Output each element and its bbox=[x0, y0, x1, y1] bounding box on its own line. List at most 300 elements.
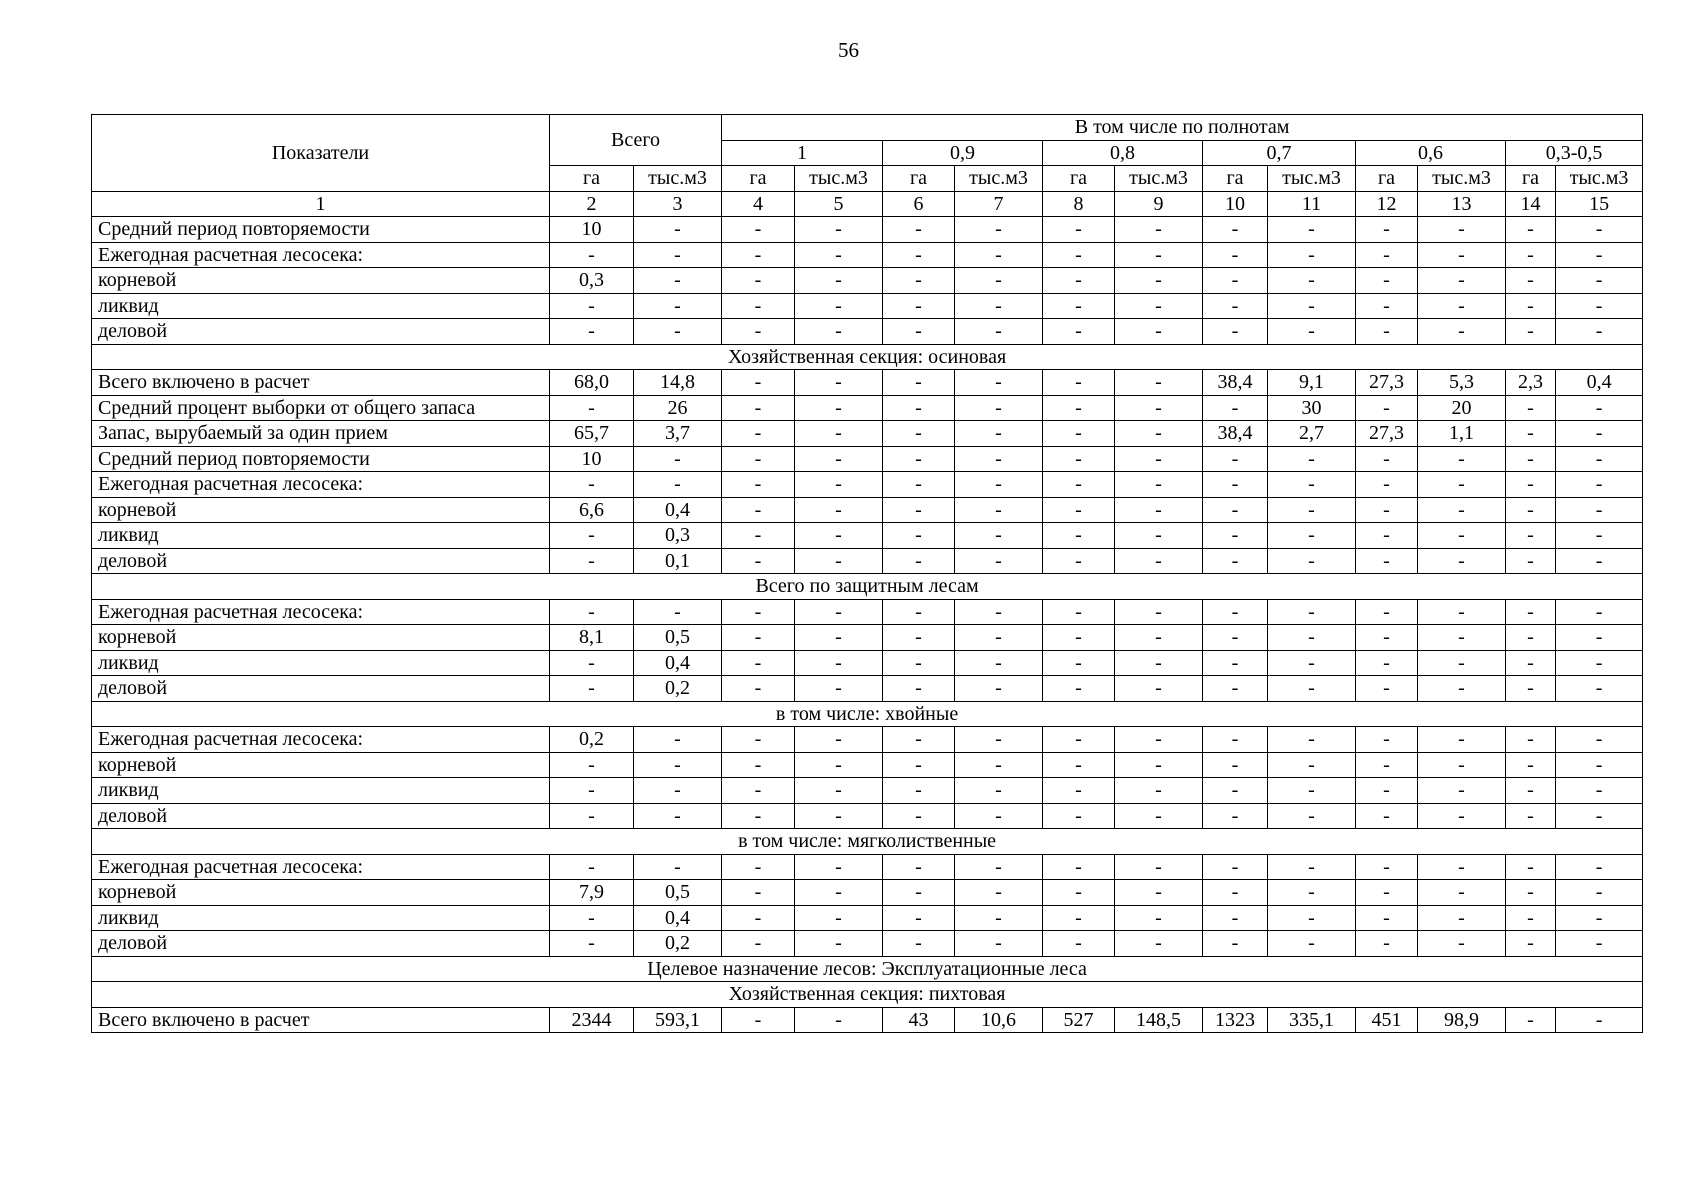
unit-header: га bbox=[1043, 166, 1115, 192]
table-cell: 98,9 bbox=[1418, 1007, 1506, 1033]
table-cell: - bbox=[955, 676, 1043, 702]
table-cell: - bbox=[634, 752, 722, 778]
table-cell: - bbox=[722, 370, 795, 396]
table-row bbox=[92, 650, 1643, 676]
table-cell: - bbox=[1556, 676, 1643, 702]
table-cell: - bbox=[883, 293, 955, 319]
table-cell: - bbox=[955, 752, 1043, 778]
table-cell: - bbox=[1115, 905, 1203, 931]
row-label: ликвид bbox=[92, 905, 550, 931]
table-cell: - bbox=[1556, 319, 1643, 345]
table-cell: - bbox=[795, 599, 883, 625]
table-cell: - bbox=[1506, 931, 1556, 957]
table-cell: 0,4 bbox=[634, 497, 722, 523]
table-cell: - bbox=[722, 497, 795, 523]
unit-header: тыс.м3 bbox=[955, 166, 1043, 192]
table-cell: - bbox=[1418, 497, 1506, 523]
table-cell: - bbox=[883, 497, 955, 523]
table-cell: - bbox=[1043, 472, 1115, 498]
table-cell: - bbox=[1043, 446, 1115, 472]
table-cell: - bbox=[1556, 268, 1643, 294]
column-number: 5 bbox=[795, 191, 883, 217]
table-cell: - bbox=[1418, 650, 1506, 676]
table-cell: - bbox=[722, 242, 795, 268]
table-cell: - bbox=[1556, 880, 1643, 906]
table-cell: - bbox=[722, 319, 795, 345]
table-cell: - bbox=[1268, 268, 1356, 294]
table-cell: - bbox=[550, 319, 634, 345]
table-cell: - bbox=[955, 727, 1043, 753]
table-cell: - bbox=[1115, 931, 1203, 957]
table-cell: - bbox=[1115, 727, 1203, 753]
table-cell: - bbox=[883, 778, 955, 804]
table-cell: - bbox=[1268, 242, 1356, 268]
table-row bbox=[92, 854, 1643, 880]
table-cell: - bbox=[1418, 242, 1506, 268]
table-cell: - bbox=[1356, 395, 1418, 421]
row-label: Средний процент выборки от общего запаса bbox=[92, 395, 550, 421]
table-cell: - bbox=[1115, 472, 1203, 498]
table-cell: - bbox=[1556, 905, 1643, 931]
table-cell: - bbox=[1556, 1007, 1643, 1033]
column-number: 9 bbox=[1115, 191, 1203, 217]
table-cell: - bbox=[1115, 293, 1203, 319]
table-cell: 7,9 bbox=[550, 880, 634, 906]
table-cell: - bbox=[1356, 752, 1418, 778]
table-cell: - bbox=[1268, 778, 1356, 804]
section-title: Хозяйственная секция: осиновая bbox=[92, 344, 1643, 370]
table-cell: 38,4 bbox=[1203, 421, 1268, 447]
table-cell: - bbox=[634, 446, 722, 472]
unit-header: тыс.м3 bbox=[1268, 166, 1356, 192]
table-row bbox=[92, 1007, 1643, 1033]
table-row bbox=[92, 803, 1643, 829]
table-cell: - bbox=[1115, 242, 1203, 268]
table-cell: - bbox=[1418, 676, 1506, 702]
table-cell: - bbox=[634, 778, 722, 804]
table-cell: - bbox=[1356, 217, 1418, 243]
table-cell: - bbox=[955, 650, 1043, 676]
unit-header: тыс.м3 bbox=[795, 166, 883, 192]
table-cell: - bbox=[795, 548, 883, 574]
table-cell: - bbox=[955, 880, 1043, 906]
table-cell: - bbox=[1506, 293, 1556, 319]
table-cell: - bbox=[1115, 497, 1203, 523]
table-cell: - bbox=[722, 1007, 795, 1033]
table-row bbox=[92, 446, 1643, 472]
column-number: 15 bbox=[1556, 191, 1643, 217]
table-cell: 26 bbox=[634, 395, 722, 421]
table-row bbox=[92, 625, 1643, 651]
table-cell: - bbox=[1506, 497, 1556, 523]
table-cell: - bbox=[550, 931, 634, 957]
table-cell: - bbox=[1268, 854, 1356, 880]
table-cell: - bbox=[1268, 803, 1356, 829]
table-cell: 10 bbox=[550, 217, 634, 243]
table-cell: 6,6 bbox=[550, 497, 634, 523]
table-cell: - bbox=[955, 217, 1043, 243]
table-cell: - bbox=[1418, 293, 1506, 319]
table-cell: - bbox=[634, 803, 722, 829]
table-cell: - bbox=[634, 268, 722, 294]
table-cell: - bbox=[1115, 752, 1203, 778]
table-cell: - bbox=[1506, 523, 1556, 549]
table-cell: 43 bbox=[883, 1007, 955, 1033]
table-cell: - bbox=[1506, 854, 1556, 880]
table-cell: 20 bbox=[1418, 395, 1506, 421]
table-cell: - bbox=[1418, 803, 1506, 829]
table-cell: - bbox=[955, 242, 1043, 268]
section-row bbox=[92, 344, 1643, 370]
table-cell: - bbox=[883, 421, 955, 447]
table-cell: - bbox=[722, 880, 795, 906]
table-cell: - bbox=[1356, 446, 1418, 472]
table-cell: - bbox=[1203, 676, 1268, 702]
table-cell: - bbox=[1043, 293, 1115, 319]
unit-header: тыс.м3 bbox=[634, 166, 722, 192]
table-cell: - bbox=[1506, 650, 1556, 676]
table-cell: - bbox=[1418, 548, 1506, 574]
table-row bbox=[92, 905, 1643, 931]
table-cell: - bbox=[1506, 676, 1556, 702]
table-cell: - bbox=[550, 242, 634, 268]
table-cell: - bbox=[795, 650, 883, 676]
table-cell: - bbox=[722, 446, 795, 472]
table-cell: - bbox=[1418, 472, 1506, 498]
table-cell: 14,8 bbox=[634, 370, 722, 396]
row-label: Средний период повторяемости bbox=[92, 446, 550, 472]
table-cell: - bbox=[955, 854, 1043, 880]
table-cell: - bbox=[634, 319, 722, 345]
table-cell: 0,3 bbox=[550, 268, 634, 294]
table-cell: - bbox=[955, 497, 1043, 523]
table-cell: - bbox=[955, 319, 1043, 345]
table-cell: - bbox=[722, 217, 795, 243]
table-cell: - bbox=[883, 548, 955, 574]
table-row bbox=[92, 370, 1643, 396]
table-cell: 1,1 bbox=[1418, 421, 1506, 447]
table-cell: 1323 bbox=[1203, 1007, 1268, 1033]
unit-header: тыс.м3 bbox=[1418, 166, 1506, 192]
table-cell: 0,2 bbox=[634, 676, 722, 702]
table-cell: - bbox=[1506, 548, 1556, 574]
table-cell: - bbox=[1115, 650, 1203, 676]
column-number: 11 bbox=[1268, 191, 1356, 217]
table-cell: - bbox=[1418, 523, 1506, 549]
table-cell: - bbox=[1506, 242, 1556, 268]
column-number: 4 bbox=[722, 191, 795, 217]
table-row bbox=[92, 931, 1643, 957]
column-number: 7 bbox=[955, 191, 1043, 217]
section-row bbox=[92, 574, 1643, 600]
table-cell: - bbox=[1043, 548, 1115, 574]
table-cell: - bbox=[1115, 676, 1203, 702]
table-cell: - bbox=[883, 854, 955, 880]
row-label: корневой bbox=[92, 268, 550, 294]
table-cell: - bbox=[795, 395, 883, 421]
row-label: Ежегодная расчетная лесосека: bbox=[92, 599, 550, 625]
row-label: Ежегодная расчетная лесосека: bbox=[92, 727, 550, 753]
table-cell: - bbox=[883, 370, 955, 396]
table-cell: - bbox=[722, 548, 795, 574]
table-cell: - bbox=[795, 803, 883, 829]
table-cell: - bbox=[1115, 523, 1203, 549]
table-cell: - bbox=[1268, 472, 1356, 498]
density-header: 0,3-0,5 bbox=[1506, 140, 1643, 166]
table-cell: 0,5 bbox=[634, 625, 722, 651]
table-cell: - bbox=[1268, 446, 1356, 472]
table-cell: - bbox=[883, 268, 955, 294]
table-cell: - bbox=[955, 395, 1043, 421]
table-cell: - bbox=[1268, 752, 1356, 778]
table-cell: - bbox=[1203, 727, 1268, 753]
table-cell: - bbox=[550, 752, 634, 778]
table-cell: - bbox=[955, 625, 1043, 651]
table-cell: - bbox=[883, 752, 955, 778]
table-cell: - bbox=[1043, 599, 1115, 625]
table-cell: - bbox=[1556, 395, 1643, 421]
table-header bbox=[92, 115, 1643, 217]
table-cell: 5,3 bbox=[1418, 370, 1506, 396]
table-cell: - bbox=[1203, 319, 1268, 345]
table-cell: - bbox=[1203, 905, 1268, 931]
table-cell: - bbox=[1203, 599, 1268, 625]
table-cell: 0,3 bbox=[634, 523, 722, 549]
table-cell: - bbox=[1268, 497, 1356, 523]
table-row bbox=[92, 778, 1643, 804]
table-cell: - bbox=[1356, 854, 1418, 880]
table-cell: - bbox=[1268, 905, 1356, 931]
row-label: Средний период повторяемости bbox=[92, 217, 550, 243]
table-cell: - bbox=[1115, 370, 1203, 396]
row-label: Всего включено в расчет bbox=[92, 370, 550, 396]
table-cell: - bbox=[1043, 625, 1115, 651]
table-cell: - bbox=[1043, 880, 1115, 906]
table-cell: - bbox=[550, 523, 634, 549]
table-cell: - bbox=[1043, 395, 1115, 421]
density-header: 0,8 bbox=[1043, 140, 1203, 166]
table-cell: - bbox=[550, 472, 634, 498]
table-cell: 9,1 bbox=[1268, 370, 1356, 396]
table-row bbox=[92, 268, 1643, 294]
table-cell: - bbox=[883, 599, 955, 625]
table-cell: - bbox=[883, 217, 955, 243]
table-cell: - bbox=[1556, 446, 1643, 472]
unit-header: га bbox=[1356, 166, 1418, 192]
table-cell: - bbox=[1203, 497, 1268, 523]
table-cell: - bbox=[1556, 650, 1643, 676]
table-cell: - bbox=[634, 472, 722, 498]
table-row bbox=[92, 217, 1643, 243]
table-cell: - bbox=[883, 472, 955, 498]
table-cell: - bbox=[550, 803, 634, 829]
table-cell: 30 bbox=[1268, 395, 1356, 421]
table-cell: - bbox=[1506, 752, 1556, 778]
table-cell: - bbox=[1203, 217, 1268, 243]
table-cell: - bbox=[955, 523, 1043, 549]
table-cell: - bbox=[1506, 599, 1556, 625]
table-cell: - bbox=[1506, 395, 1556, 421]
table-cell: - bbox=[883, 319, 955, 345]
column-number: 1 bbox=[92, 191, 550, 217]
table-cell: - bbox=[722, 650, 795, 676]
table-cell: 0,2 bbox=[634, 931, 722, 957]
table-cell: - bbox=[1506, 880, 1556, 906]
table-cell: - bbox=[1506, 421, 1556, 447]
table-cell: - bbox=[1268, 599, 1356, 625]
table-cell: - bbox=[1506, 472, 1556, 498]
table-cell: - bbox=[1268, 319, 1356, 345]
table-cell: - bbox=[883, 905, 955, 931]
table-cell: - bbox=[1556, 931, 1643, 957]
table-cell: 65,7 bbox=[550, 421, 634, 447]
row-label: корневой bbox=[92, 880, 550, 906]
table-cell: - bbox=[1115, 803, 1203, 829]
table-cell: - bbox=[1268, 931, 1356, 957]
table-cell: - bbox=[1556, 421, 1643, 447]
table-cell: - bbox=[1506, 1007, 1556, 1033]
density-header: 1 bbox=[722, 140, 883, 166]
table-cell: - bbox=[550, 676, 634, 702]
row-label: деловой bbox=[92, 931, 550, 957]
table-cell: - bbox=[1418, 319, 1506, 345]
unit-header: га bbox=[883, 166, 955, 192]
table-cell: - bbox=[795, 472, 883, 498]
table-row bbox=[92, 421, 1643, 447]
table-cell: - bbox=[1203, 446, 1268, 472]
table-cell: - bbox=[883, 676, 955, 702]
table-cell: 2,3 bbox=[1506, 370, 1556, 396]
table-cell: - bbox=[1356, 676, 1418, 702]
table-cell: - bbox=[1115, 880, 1203, 906]
table-cell: - bbox=[1556, 778, 1643, 804]
table-cell: - bbox=[1556, 523, 1643, 549]
table-cell: - bbox=[795, 778, 883, 804]
table-cell: - bbox=[1043, 778, 1115, 804]
table-cell: - bbox=[955, 548, 1043, 574]
table-cell: - bbox=[722, 395, 795, 421]
cutting-area-table bbox=[91, 114, 1643, 1033]
column-number: 10 bbox=[1203, 191, 1268, 217]
table-cell: - bbox=[1506, 803, 1556, 829]
table-cell: - bbox=[1506, 625, 1556, 651]
table-cell: - bbox=[1556, 752, 1643, 778]
table-cell: 0,5 bbox=[634, 880, 722, 906]
section-row bbox=[92, 701, 1643, 727]
table-cell: - bbox=[955, 446, 1043, 472]
table-cell: - bbox=[1115, 268, 1203, 294]
table-cell: - bbox=[1356, 497, 1418, 523]
table-cell: - bbox=[722, 752, 795, 778]
table-cell: - bbox=[1043, 803, 1115, 829]
table-cell: - bbox=[1556, 803, 1643, 829]
column-number: 6 bbox=[883, 191, 955, 217]
table-cell: - bbox=[550, 650, 634, 676]
table-cell: - bbox=[1203, 395, 1268, 421]
table-cell: - bbox=[795, 421, 883, 447]
table-cell: - bbox=[955, 293, 1043, 319]
table-cell: 10,6 bbox=[955, 1007, 1043, 1033]
table-cell: - bbox=[795, 727, 883, 753]
table-cell: 2344 bbox=[550, 1007, 634, 1033]
table-cell: - bbox=[550, 395, 634, 421]
table-cell: - bbox=[1043, 421, 1115, 447]
unit-header: га bbox=[1506, 166, 1556, 192]
table-cell: - bbox=[883, 395, 955, 421]
indicators-header: Показатели bbox=[92, 115, 550, 192]
row-label: корневой bbox=[92, 752, 550, 778]
table-row bbox=[92, 523, 1643, 549]
row-label: ликвид bbox=[92, 523, 550, 549]
table-cell: - bbox=[722, 523, 795, 549]
table-cell: 27,3 bbox=[1356, 370, 1418, 396]
table-cell: - bbox=[955, 905, 1043, 931]
table-cell: - bbox=[1203, 778, 1268, 804]
section-title: Хозяйственная секция: пихтовая bbox=[92, 982, 1643, 1008]
table-cell: - bbox=[634, 854, 722, 880]
table-cell: - bbox=[795, 880, 883, 906]
table-cell: - bbox=[1506, 727, 1556, 753]
table-cell: - bbox=[955, 370, 1043, 396]
section-row bbox=[92, 829, 1643, 855]
table-cell: - bbox=[1356, 472, 1418, 498]
table-cell: - bbox=[722, 778, 795, 804]
table-cell: 0,4 bbox=[634, 905, 722, 931]
table-cell: 2,7 bbox=[1268, 421, 1356, 447]
table-cell: - bbox=[1115, 625, 1203, 651]
table-cell: 38,4 bbox=[1203, 370, 1268, 396]
table-cell: - bbox=[1268, 676, 1356, 702]
row-label: ликвид bbox=[92, 778, 550, 804]
table-cell: - bbox=[795, 242, 883, 268]
table-cell: - bbox=[1506, 319, 1556, 345]
table-cell: - bbox=[1556, 293, 1643, 319]
table-cell: - bbox=[1418, 752, 1506, 778]
table-cell: - bbox=[1506, 217, 1556, 243]
row-label: ликвид bbox=[92, 293, 550, 319]
table-cell: - bbox=[1115, 217, 1203, 243]
table-cell: - bbox=[1556, 472, 1643, 498]
table-cell: - bbox=[1043, 319, 1115, 345]
table-cell: - bbox=[550, 293, 634, 319]
row-label: Запас, вырубаемый за один прием bbox=[92, 421, 550, 447]
column-number: 14 bbox=[1506, 191, 1556, 217]
table-cell: - bbox=[1418, 727, 1506, 753]
table-cell: - bbox=[1115, 446, 1203, 472]
table-row bbox=[92, 293, 1643, 319]
table-cell: - bbox=[1556, 854, 1643, 880]
column-number: 13 bbox=[1418, 191, 1506, 217]
table-cell: - bbox=[722, 803, 795, 829]
row-label: корневой bbox=[92, 625, 550, 651]
table-cell: 8,1 bbox=[550, 625, 634, 651]
table-cell: - bbox=[1418, 778, 1506, 804]
table-cell: - bbox=[1268, 523, 1356, 549]
table-cell: - bbox=[883, 625, 955, 651]
table-row bbox=[92, 676, 1643, 702]
page-number: 56 bbox=[838, 38, 859, 62]
row-label: деловой bbox=[92, 548, 550, 574]
table-cell: - bbox=[1203, 293, 1268, 319]
table-row bbox=[92, 472, 1643, 498]
table-cell: 3,7 bbox=[634, 421, 722, 447]
table-cell: - bbox=[1356, 931, 1418, 957]
table-cell: - bbox=[1556, 497, 1643, 523]
table-cell: - bbox=[795, 319, 883, 345]
table-row bbox=[92, 752, 1643, 778]
row-label: Ежегодная расчетная лесосека: bbox=[92, 242, 550, 268]
table-cell: - bbox=[795, 293, 883, 319]
